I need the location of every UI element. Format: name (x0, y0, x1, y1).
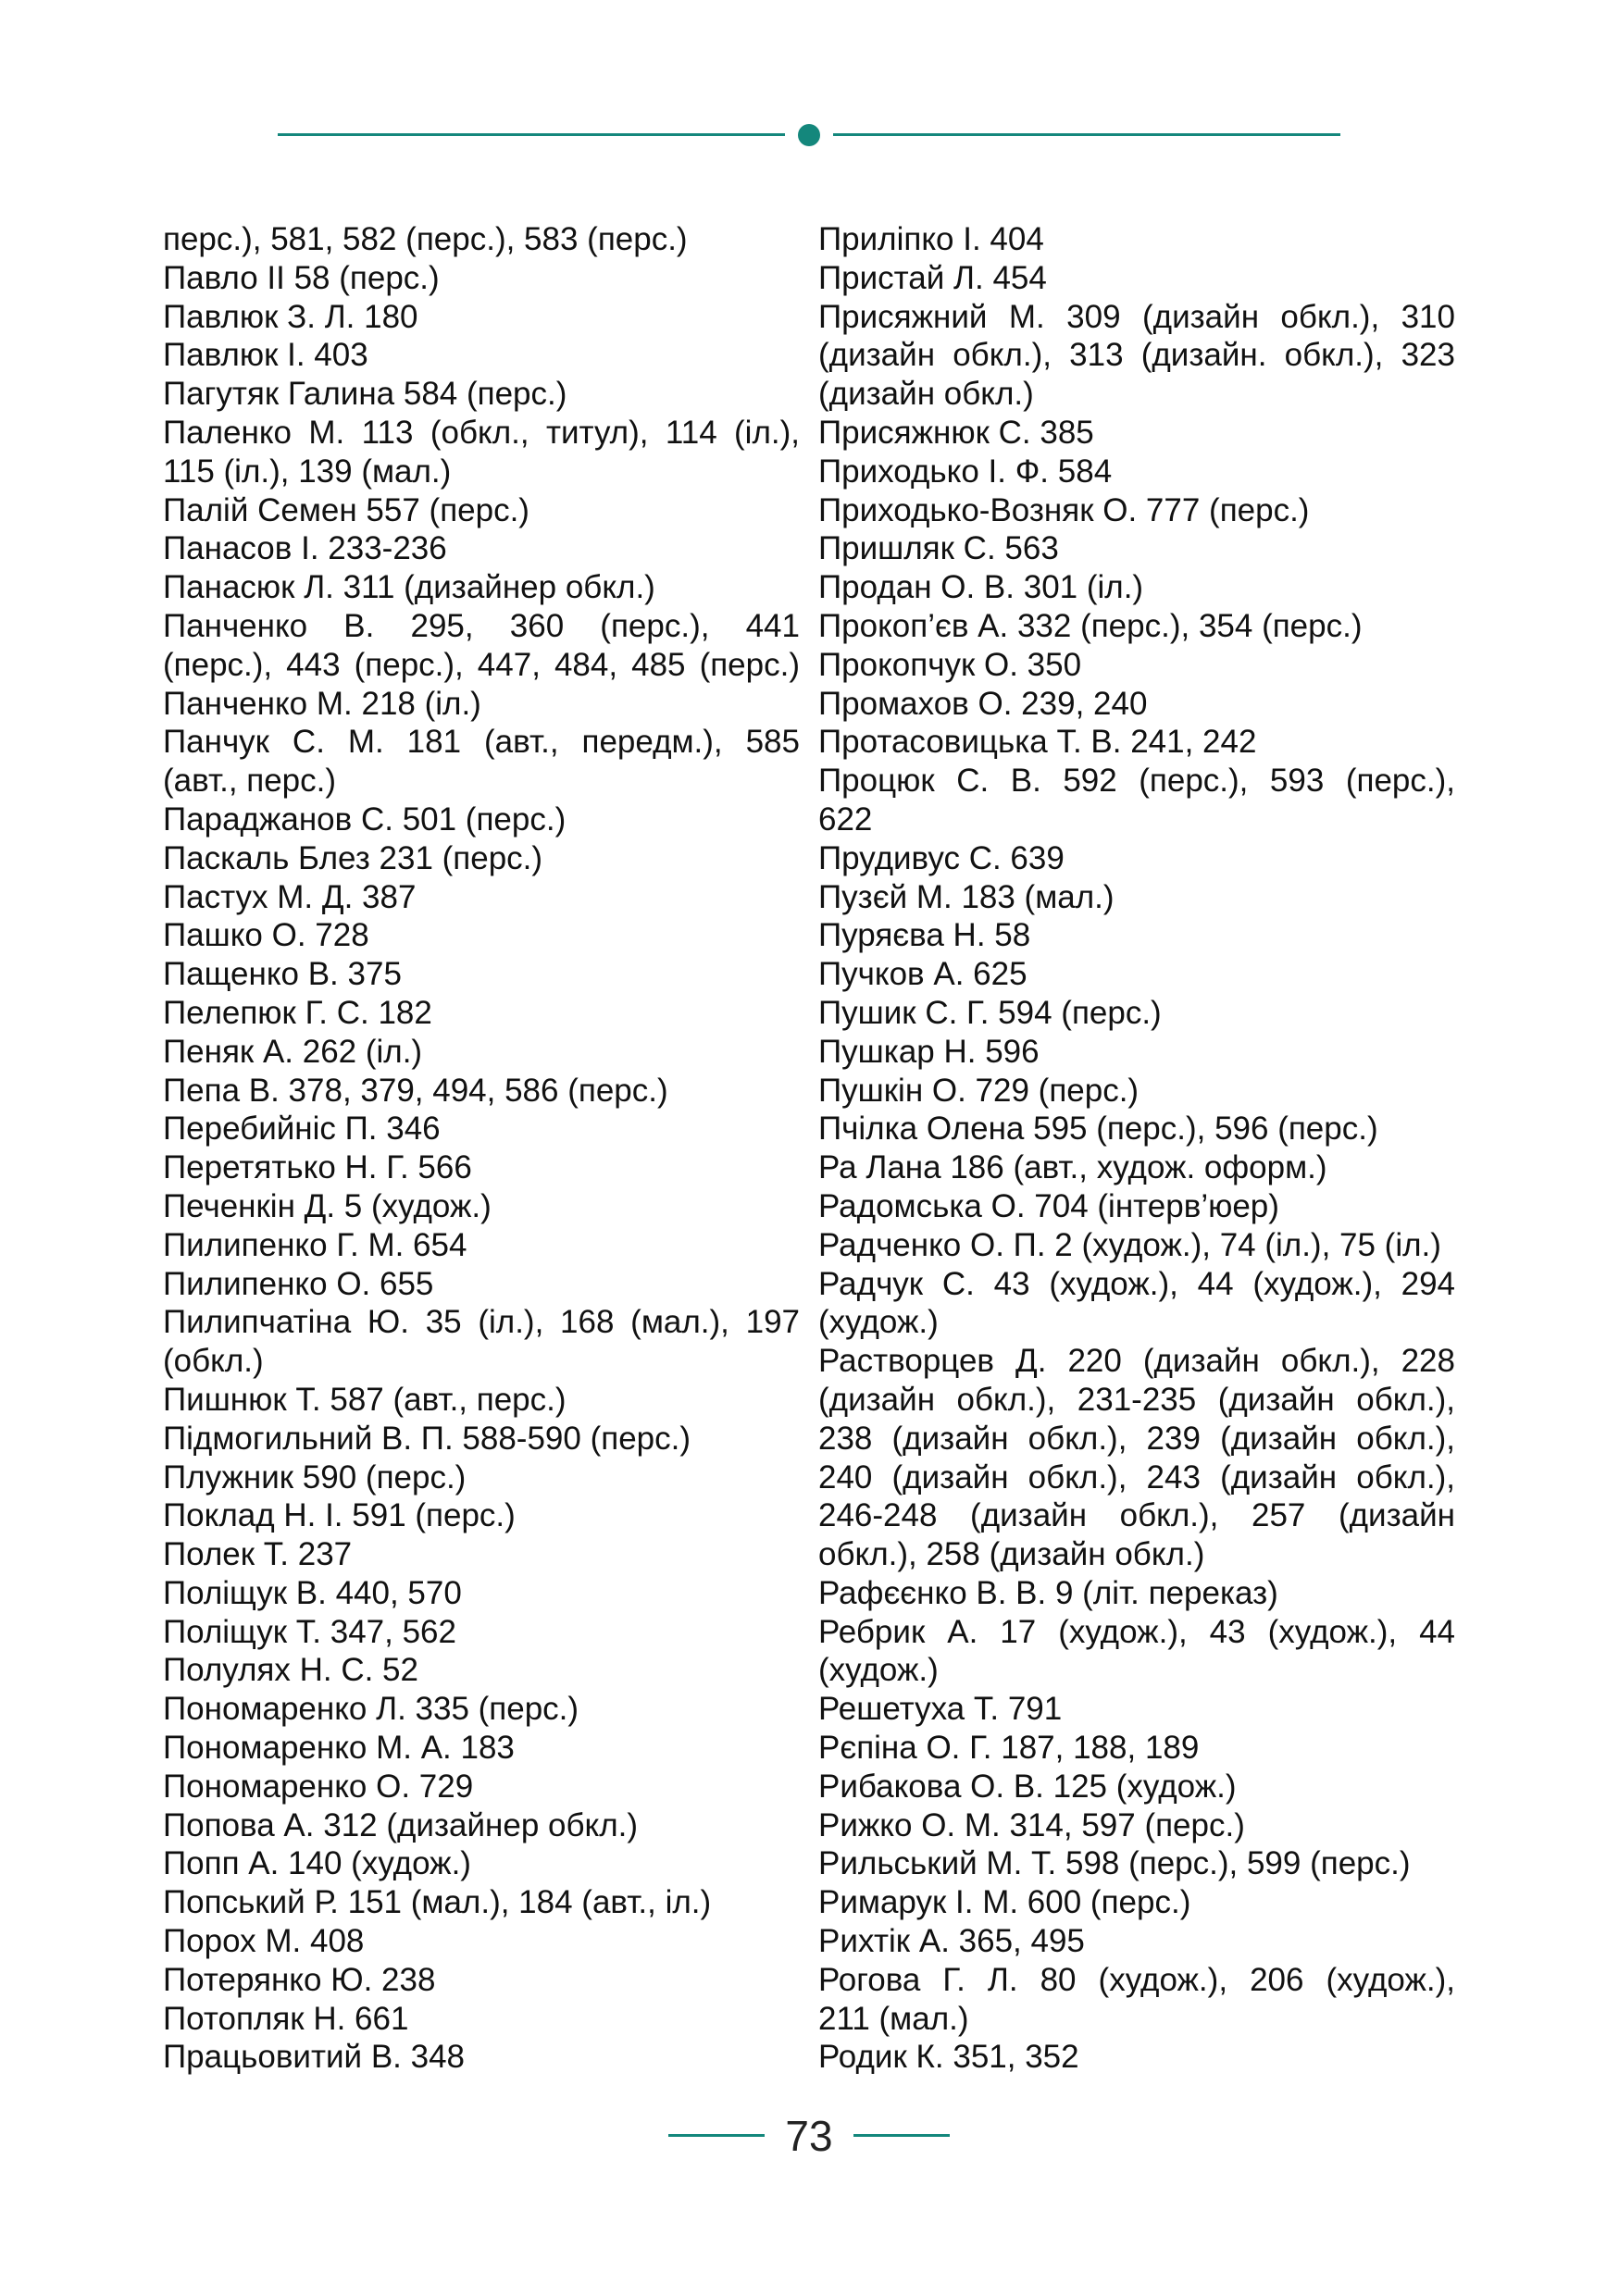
index-line: Прокопчук О. 350 (818, 646, 1082, 683)
index-line: Полек Т. 237 (163, 1536, 353, 1573)
index-line: Павлюк І. 403 (163, 337, 368, 374)
index-line: Підмогильний В. П. 588-590 (перс.) (163, 1420, 691, 1457)
index-line: Параджанов С. 501 (перс.) (163, 800, 567, 838)
index-line: Ребрик А. 17 (худож.), 43 (худож.), 44 (818, 1613, 1455, 1650)
index-line: Ра Лана 186 (авт., худож. оформ.) (818, 1149, 1327, 1186)
index-line: Промахов О. 239, 240 (818, 685, 1148, 722)
index-line: Процюк С. В. 592 (перс.), 593 (перс.), (818, 763, 1455, 800)
index-line: Панченко М. 218 (іл.) (163, 685, 481, 722)
index-line: Павло ІІ 58 (перс.) (163, 259, 440, 296)
index-line: Присяжний М. 309 (дизайн обкл.), 310 (818, 298, 1455, 335)
index-line: Пришляк С. 563 (818, 530, 1059, 567)
index-line: Пашко О. 728 (163, 917, 369, 954)
index-line: 246-248 (дизайн обкл.), 257 (дизайн (818, 1497, 1455, 1534)
index-line: Поліщук В. 440, 570 (163, 1574, 462, 1611)
index-line: Присяжнюк С. 385 (818, 414, 1094, 451)
header-rule-right (833, 133, 1340, 136)
index-line: Пуряєва Н. 58 (818, 917, 1031, 954)
index-line: Прудивус С. 639 (818, 839, 1065, 876)
index-line: Пчілка Олена 595 (перс.), 596 (перс.) (818, 1111, 1378, 1148)
index-line: 622 (818, 800, 873, 838)
index-line: Рогова Г. Л. 80 (худож.), 206 (худож.), (818, 1961, 1455, 1998)
index-line: Протасовицька Т. В. 241, 242 (818, 724, 1257, 761)
index-line: Павлюк З. Л. 180 (163, 298, 418, 335)
index-line: Пристай Л. 454 (818, 259, 1047, 296)
index-line: Рибакова О. В. 125 (худож.) (818, 1768, 1237, 1805)
index-column-right (818, 220, 1455, 2077)
index-line: 115 (іл.), 139 (мал.) (163, 453, 452, 490)
index-line: Пастух М. Д. 387 (163, 878, 417, 915)
index-line: Пепа В. 378, 379, 494, 586 (перс.) (163, 1072, 668, 1109)
index-line: 238 (дизайн обкл.), 239 (дизайн обкл.), (818, 1420, 1455, 1457)
index-line: 211 (мал.) (818, 2000, 969, 2037)
index-line: Решетуха Т. 791 (818, 1691, 1063, 1728)
index-line: Радчук С. 43 (худож.), 44 (худож.), 294 (818, 1265, 1455, 1302)
index-line: Пушкар Н. 596 (818, 1033, 1040, 1070)
index-line: (авт., перс.) (163, 763, 337, 800)
index-line: Пушкін О. 729 (перс.) (818, 1072, 1140, 1109)
index-line: Потерянко Ю. 238 (163, 1961, 436, 1998)
index-line: Приліпко І. 404 (818, 221, 1044, 257)
index-line: Продан О. В. 301 (іл.) (818, 569, 1144, 606)
index-line: Пономаренко О. 729 (163, 1768, 474, 1805)
index-line: Растворцев Д. 220 (дизайн обкл.), 228 (818, 1343, 1455, 1380)
index-line: Рильський М. Т. 598 (перс.), 599 (перс.) (818, 1845, 1411, 1882)
index-line: Палій Семен 557 (перс.) (163, 491, 529, 528)
header-dot (798, 124, 820, 146)
index-line: Пелепюк Г. С. 182 (163, 994, 432, 1031)
index-line: Пономаренко М. А. 183 (163, 1730, 515, 1767)
index-line: Поклад Н. І. 591 (перс.) (163, 1497, 516, 1534)
index-line: (худож.) (818, 1652, 939, 1689)
index-column-left (163, 220, 800, 2077)
index-line: Пилипчатіна Ю. 35 (іл.), 168 (мал.), 197 (163, 1304, 800, 1341)
index-line: Потопляк Н. 661 (163, 2000, 409, 2037)
index-line: Попп А. 140 (худож.) (163, 1845, 471, 1882)
index-line: (худож.) (818, 1304, 939, 1341)
footer-rule-right (853, 2134, 950, 2137)
index-line: Пагутяк Галина 584 (перс.) (163, 376, 567, 413)
footer-rule-left (668, 2134, 765, 2137)
index-line: Рихтік А. 365, 495 (818, 1923, 1085, 1960)
index-line: Радченко О. П. 2 (худож.), 74 (іл.), 75 (іл.) (818, 1226, 1441, 1263)
index-line: Печенкін Д. 5 (худож.) (163, 1187, 492, 1224)
index-line: Пишнюк Т. 587 (авт., перс.) (163, 1381, 567, 1418)
index-line: Радомська О. 704 (інтерв’юер) (818, 1187, 1279, 1224)
index-line: Рєпіна О. Г. 187, 188, 189 (818, 1730, 1200, 1767)
index-line: (обкл.) (163, 1343, 264, 1380)
index-line: Приходько-Возняк О. 777 (перс.) (818, 491, 1310, 528)
index-line: Поліщук Т. 347, 562 (163, 1613, 456, 1650)
index-line: Панасюк Л. 311 (дизайнер обкл.) (163, 569, 655, 606)
index-line: Панченко В. 295, 360 (перс.), 441 (163, 607, 800, 644)
header-rule-left (278, 133, 785, 136)
index-line: обкл.), 258 (дизайн обкл.) (818, 1536, 1205, 1573)
index-line: Попський Р. 151 (мал.), 184 (авт., іл.) (163, 1884, 712, 1921)
index-line: Пучков А. 625 (818, 956, 1027, 993)
index-line: Попова А. 312 (дизайнер обкл.) (163, 1806, 639, 1843)
index-line: Панасов І. 233-236 (163, 530, 447, 567)
index-line: 240 (дизайн обкл.), 243 (дизайн обкл.), (818, 1458, 1455, 1496)
index-line: Паленко М. 113 (обкл., титул), 114 (іл.), (163, 414, 800, 451)
index-line: (дизайн обкл.) (818, 376, 1034, 413)
index-line: Рижко О. М. 314, 597 (перс.) (818, 1806, 1245, 1843)
index-line: Працьовитий В. 348 (163, 2039, 466, 2076)
index-line: Пузєй М. 183 (мал.) (818, 878, 1115, 915)
index-line: Пономаренко Л. 335 (перс.) (163, 1691, 579, 1728)
index-line: Пилипенко Г. М. 654 (163, 1226, 467, 1263)
index-line: Полулях Н. С. 52 (163, 1652, 418, 1689)
index-line: Пушик С. Г. 594 (перс.) (818, 994, 1162, 1031)
index-line: Пилипенко О. 655 (163, 1265, 434, 1302)
index-line: Паскаль Блез 231 (перс.) (163, 839, 543, 876)
index-line: Рафєєнко В. В. 9 (літ. переказ) (818, 1574, 1278, 1611)
index-line: Плужник 590 (перс.) (163, 1458, 467, 1496)
index-line: Порох М. 408 (163, 1923, 365, 1960)
index-line: Панчук С. М. 181 (авт., передм.), 585 (163, 724, 800, 761)
index-line: Римарук І. М. 600 (перс.) (818, 1884, 1191, 1921)
index-line: (дизайн обкл.), 231-235 (дизайн обкл.), (818, 1381, 1455, 1418)
index-line: Приходько І. Ф. 584 (818, 453, 1113, 490)
index-line: Пеняк А. 262 (іл.) (163, 1033, 423, 1070)
index-line: Перетятько Н. Г. 566 (163, 1149, 472, 1186)
index-line: перс.), 581, 582 (перс.), 583 (перс.) (163, 221, 688, 257)
index-line: Прокоп’єв А. 332 (перс.), 354 (перс.) (818, 607, 1363, 644)
index-line: Пащенко В. 375 (163, 956, 402, 993)
index-line: Родик К. 351, 352 (818, 2039, 1079, 2076)
page-number: 73 (785, 2112, 833, 2160)
index-line: (перс.), 443 (перс.), 447, 484, 485 (перс.) (163, 646, 800, 683)
index-line: Перебийніс П. 346 (163, 1111, 441, 1148)
index-line: (дизайн обкл.), 313 (дизайн. обкл.), 323 (818, 337, 1455, 374)
